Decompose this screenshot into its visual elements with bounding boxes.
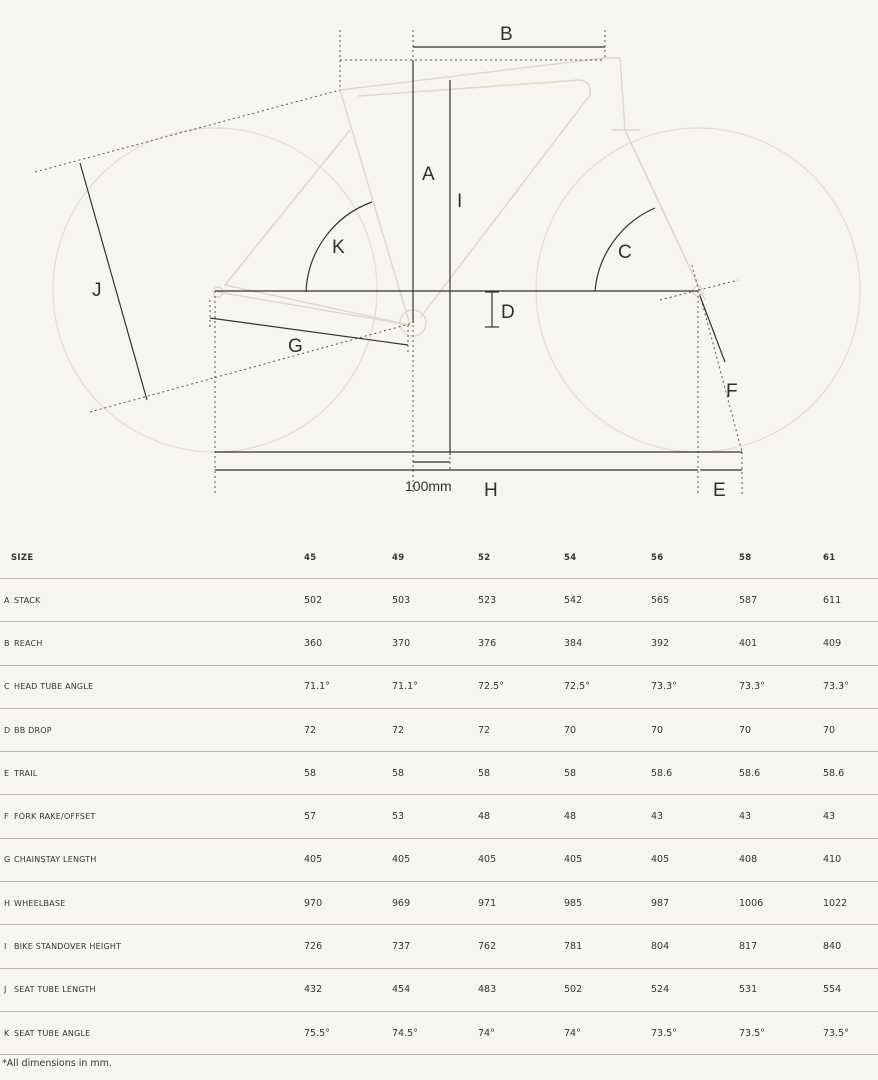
seat-tube-dimension — [35, 90, 413, 412]
offset-label: 100mm — [405, 478, 452, 494]
row-value: 72 — [478, 724, 491, 736]
row-value: 762 — [478, 941, 497, 953]
row-value: 554 — [823, 984, 842, 996]
row-value: 726 — [304, 941, 323, 953]
row-label: SEAT TUBE ANGLE — [14, 1028, 91, 1038]
row-value: 58.6 — [651, 767, 673, 779]
row-value: 70 — [823, 724, 836, 736]
row-value: 58 — [304, 767, 317, 779]
row-value: 73.5° — [651, 1027, 677, 1039]
row-value: 985 — [564, 897, 583, 909]
row-value: 587 — [739, 594, 758, 606]
label-k: K — [332, 237, 345, 258]
row-label: REACH — [14, 638, 43, 648]
label-h: H — [484, 480, 498, 501]
row-value: 565 — [651, 594, 670, 606]
row-value: 48 — [478, 811, 491, 823]
table-row — [0, 925, 878, 968]
row-value: 43 — [651, 811, 664, 823]
table-row — [0, 838, 878, 881]
row-value: 376 — [478, 637, 497, 649]
size-header-row — [0, 538, 878, 579]
row-value: 405 — [304, 854, 323, 866]
row-letter: J — [4, 985, 7, 995]
row-value: 987 — [651, 897, 670, 909]
label-c: C — [618, 242, 632, 263]
row-value: 72.5° — [564, 681, 590, 693]
row-value: 410 — [823, 854, 842, 866]
row-value: 72.5° — [478, 681, 504, 693]
row-label: HEAD TUBE ANGLE — [14, 682, 94, 692]
row-value: 74° — [564, 1027, 581, 1039]
row-value: 48 — [564, 811, 577, 823]
row-value: 71.1° — [304, 681, 330, 693]
row-value: 817 — [739, 941, 758, 953]
row-label: TRAIL — [14, 768, 38, 778]
row-value: 970 — [304, 897, 323, 909]
row-letter: A — [4, 595, 10, 605]
row-value: 58 — [392, 767, 405, 779]
row-value: 502 — [564, 984, 583, 996]
geometry-table — [0, 538, 878, 1055]
row-label: STACK — [14, 595, 41, 605]
seat-angle-arc — [306, 202, 372, 292]
size-col: 61 — [823, 553, 836, 563]
row-value: 432 — [304, 984, 323, 996]
table-row — [0, 708, 878, 751]
row-value: 1022 — [823, 897, 848, 909]
row-value: 737 — [392, 941, 411, 953]
row-value: 70 — [564, 724, 577, 736]
row-value: 401 — [739, 637, 758, 649]
row-letter: G — [4, 855, 11, 865]
table-row — [0, 1011, 878, 1054]
row-value: 804 — [651, 941, 670, 953]
row-value: 70 — [739, 724, 752, 736]
row-value: 405 — [392, 854, 411, 866]
row-value: 971 — [478, 897, 497, 909]
label-d: D — [501, 302, 515, 323]
label-a: A — [422, 164, 435, 185]
row-value: 72 — [304, 724, 317, 736]
row-letter: H — [4, 898, 11, 908]
row-value: 73.5° — [823, 1027, 849, 1039]
size-col: 56 — [651, 553, 664, 563]
row-value: 43 — [823, 811, 836, 823]
size-col: 52 — [478, 553, 491, 563]
row-value: 58.6 — [823, 767, 845, 779]
row-value: 405 — [651, 854, 670, 866]
row-value: 58 — [564, 767, 577, 779]
table-row — [0, 882, 878, 925]
row-value: 70 — [651, 724, 664, 736]
table-row — [0, 968, 878, 1011]
row-value: 73.3° — [651, 681, 677, 693]
row-letter: F — [4, 812, 9, 822]
row-value: 58.6 — [739, 767, 761, 779]
row-letter: D — [4, 725, 11, 735]
row-value: 360 — [304, 637, 323, 649]
row-label: WHEELBASE — [14, 898, 66, 908]
front-wheel — [536, 128, 860, 452]
size-header: SIZE — [11, 553, 34, 563]
chainstay-dimension — [210, 300, 408, 357]
row-letter: K — [4, 1028, 10, 1038]
row-value: 73.5° — [739, 1027, 765, 1039]
row-value: 53 — [392, 811, 405, 823]
row-value: 370 — [392, 637, 411, 649]
row-value: 611 — [823, 594, 842, 606]
row-value: 781 — [564, 941, 583, 953]
table-row — [0, 665, 878, 708]
size-col: 45 — [304, 553, 317, 563]
row-label: SEAT TUBE LENGTH — [14, 985, 96, 995]
wheelbase-dimension — [215, 291, 742, 501]
row-value: 57 — [304, 811, 317, 823]
table-row — [0, 752, 878, 795]
row-value: 58 — [478, 767, 491, 779]
size-col: 54 — [564, 553, 577, 563]
size-col: 49 — [392, 553, 405, 563]
table-row — [0, 795, 878, 838]
label-b: B — [500, 24, 513, 45]
row-value: 503 — [392, 594, 411, 606]
row-letter: I — [4, 942, 7, 952]
row-value: 384 — [564, 637, 583, 649]
size-col: 58 — [739, 553, 752, 563]
label-e: E — [713, 480, 726, 501]
table-row — [0, 622, 878, 665]
row-value: 542 — [564, 594, 583, 606]
label-g: G — [288, 336, 303, 357]
reach-dimension — [340, 24, 605, 90]
row-value: 71.1° — [392, 681, 418, 693]
row-value: 409 — [823, 637, 842, 649]
row-label: BB DROP — [14, 725, 52, 735]
row-value: 74° — [478, 1027, 495, 1039]
row-value: 1006 — [739, 897, 764, 909]
row-value: 524 — [651, 984, 670, 996]
row-letter: E — [4, 768, 10, 778]
row-value: 75.5° — [304, 1027, 330, 1039]
row-value: 74.5° — [392, 1027, 418, 1039]
row-value: 405 — [564, 854, 583, 866]
row-value: 502 — [304, 594, 323, 606]
row-label: FORK RAKE/OFFSET — [14, 812, 96, 822]
row-label: CHAINSTAY LENGTH — [14, 855, 97, 865]
row-value: 408 — [739, 854, 758, 866]
standover-dimension — [450, 80, 462, 455]
stack-dimension — [413, 30, 435, 495]
row-value: 531 — [739, 984, 758, 996]
row-value: 73.3° — [739, 681, 765, 693]
footnote: *All dimensions in mm. — [2, 1058, 112, 1069]
row-value: 73.3° — [823, 681, 849, 693]
row-label: BIKE STANDOVER HEIGHT — [14, 942, 122, 952]
geometry-diagram — [0, 0, 878, 510]
row-letter: C — [4, 682, 10, 692]
row-value: 72 — [392, 724, 405, 736]
row-value: 523 — [478, 594, 497, 606]
row-value: 483 — [478, 984, 497, 996]
row-letter: B — [4, 638, 10, 648]
row-value: 43 — [739, 811, 752, 823]
row-value: 454 — [392, 984, 411, 996]
row-value: 392 — [651, 637, 670, 649]
bb-drop-dimension — [215, 291, 698, 327]
table-row — [0, 579, 878, 622]
label-j: J — [92, 280, 102, 301]
row-value: 405 — [478, 854, 497, 866]
head-angle-arc — [595, 208, 655, 291]
label-f: F — [726, 381, 738, 402]
label-i: I — [457, 191, 463, 212]
row-value: 969 — [392, 897, 411, 909]
row-value: 840 — [823, 941, 842, 953]
rear-wheel — [53, 128, 377, 452]
